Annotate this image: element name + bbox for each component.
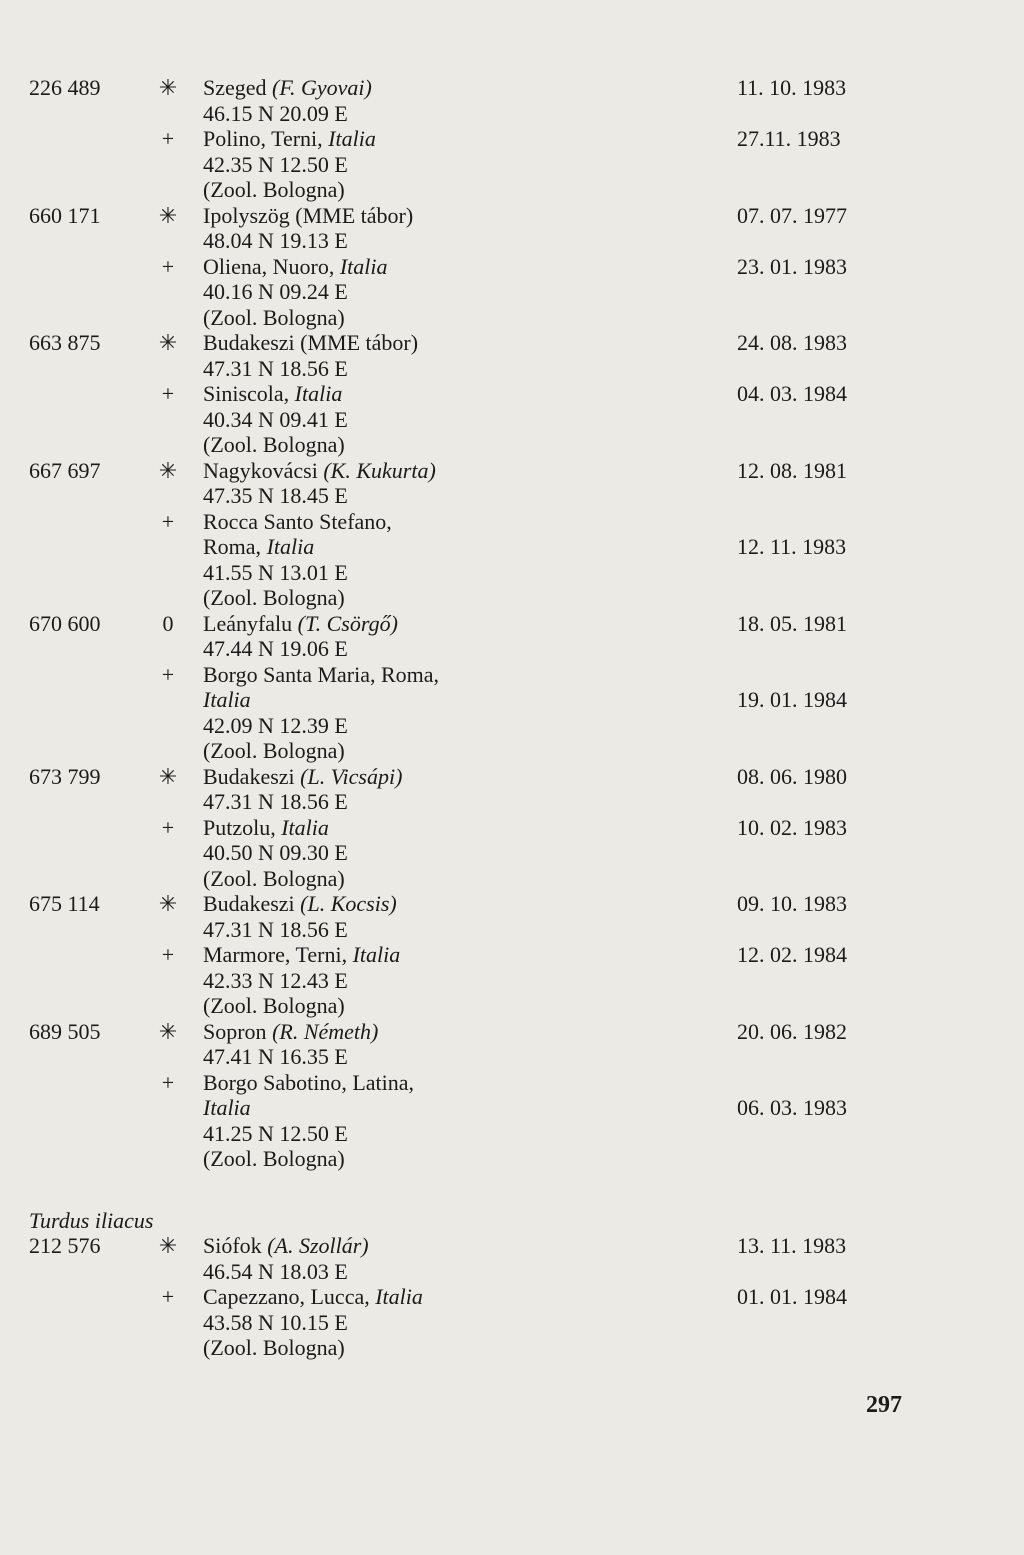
entry-line (0, 1233, 1024, 1259)
location-plain: 47.31 N 18.56 E (203, 789, 348, 814)
location-italic: Italia (266, 534, 315, 559)
location-text (203, 330, 418, 356)
location-text (203, 738, 345, 764)
ring-number: 675 114 (29, 891, 100, 916)
record-date: 11. 10. 1983 (737, 75, 847, 100)
location-text (203, 101, 348, 127)
location-plain: Ipolyszög (MME tábor) (203, 202, 414, 228)
entry-line (0, 534, 1024, 560)
record-symbol: ✳ (158, 1018, 178, 1044)
record-symbol: + (161, 942, 175, 967)
entry-line (0, 279, 1024, 305)
entry-line (0, 1335, 1024, 1361)
entry-line (0, 840, 1024, 866)
record-date: 23. 01. 1983 (737, 253, 847, 279)
record-date: 06. 03. 1983 (737, 1095, 847, 1120)
location-plain: 41.25 N 12.50 E (203, 1120, 348, 1146)
location-plain: 42.35 N 12.50 E (203, 151, 348, 177)
location-text (203, 152, 348, 178)
location-text (203, 815, 329, 841)
entry-line (0, 1044, 1024, 1070)
ring-number: 673 799 (29, 763, 101, 789)
location-text (203, 203, 413, 229)
location-plain: 43.58 N 10.15 E (203, 1309, 348, 1335)
location-plain: Szeged (203, 75, 273, 100)
record-date: 13. 11. 1983 (737, 1233, 847, 1258)
location-text (203, 381, 342, 407)
location-plain: (Zool. Bologna) (203, 993, 345, 1018)
entry-line (0, 483, 1024, 509)
record-symbol: ✳ (158, 1233, 178, 1258)
location-plain: (Zool. Bologna) (203, 1335, 345, 1360)
entry-line (0, 1284, 1024, 1310)
location-plain: Budakeszi (MME tábor) (203, 330, 419, 355)
location-plain: Borgo Santa Maria, Roma, (203, 661, 440, 687)
location-plain: (Zool. Bologna) (203, 304, 345, 330)
entry-line (0, 1070, 1024, 1096)
location-text (203, 993, 345, 1019)
location-text (203, 891, 397, 917)
location-text (203, 432, 345, 458)
location-text (203, 662, 439, 688)
ring-number: 660 171 (29, 202, 101, 228)
location-text (203, 1044, 348, 1070)
entry-line (0, 942, 1024, 968)
location-italic: Italia (339, 253, 388, 279)
location-italic: Italia (352, 942, 401, 967)
entry-line (0, 101, 1024, 127)
location-plain: Polino, Terni, (203, 126, 329, 151)
record-date: 24. 08. 1983 (737, 330, 847, 355)
location-text (203, 1019, 378, 1045)
location-plain: 42.33 N 12.43 E (203, 967, 348, 993)
entry-line (0, 1121, 1024, 1147)
record-date: 27.11. 1983 (737, 126, 841, 151)
ring-number: 667 697 (29, 457, 101, 483)
location-plain: Putzolu, (203, 814, 282, 840)
record-date: 19. 01. 1984 (737, 687, 847, 712)
ring-number: 689 505 (29, 1018, 101, 1044)
location-text (203, 1146, 345, 1172)
location-plain: Borgo Sabotino, Latina, (203, 1069, 415, 1095)
record-date: 09. 10. 1983 (737, 891, 847, 916)
location-text (203, 1233, 369, 1259)
location-plain: Capezzano, Lucca, (203, 1284, 376, 1309)
record-symbol: ✳ (158, 202, 178, 228)
location-plain: 47.31 N 18.56 E (203, 916, 348, 942)
record-date: 20. 06. 1982 (737, 1018, 847, 1044)
entry-line (0, 815, 1024, 841)
location-text (203, 764, 402, 790)
location-plain: (Zool. Bologna) (203, 1146, 345, 1171)
location-text (203, 585, 345, 611)
location-text (203, 713, 348, 739)
location-plain: 47.35 N 18.45 E (203, 483, 348, 508)
location-text (203, 305, 345, 331)
record-date: 10. 02. 1983 (737, 814, 847, 840)
location-plain: Sopron (203, 1018, 273, 1044)
record-date: 12. 08. 1981 (737, 457, 847, 483)
location-plain: 42.09 N 12.39 E (203, 712, 348, 738)
location-plain: 40.50 N 09.30 E (203, 840, 348, 865)
record-date: 01. 01. 1984 (737, 1284, 847, 1309)
location-text (203, 483, 348, 509)
location-text (203, 1121, 348, 1147)
entry-line (0, 381, 1024, 407)
location-text (203, 611, 398, 637)
location-italic: Italia (281, 814, 329, 840)
ring-number: 670 600 (29, 610, 101, 636)
record-date: 07. 07. 1977 (737, 202, 847, 228)
location-plain: Rocca Santo Stefano, (203, 508, 392, 534)
location-text (203, 840, 348, 866)
record-symbol: ✳ (158, 457, 178, 483)
location-plain: Marmore, Terni, (203, 942, 353, 967)
location-text (203, 177, 345, 203)
entry-line (0, 1310, 1024, 1336)
entry-line (0, 585, 1024, 611)
location-plain: 46.54 N 18.03 E (203, 1258, 348, 1284)
location-text (203, 1070, 414, 1096)
entry-line (0, 560, 1024, 586)
location-text (203, 1310, 348, 1336)
location-text (203, 1095, 251, 1121)
record-date: 12. 11. 1983 (737, 534, 847, 559)
location-text (203, 789, 348, 815)
entry-line (0, 126, 1024, 152)
location-text (203, 75, 372, 101)
entry-line (0, 789, 1024, 815)
location-italic: (T. Csörgő) (297, 610, 398, 636)
entry-line (0, 330, 1024, 356)
ring-number: 226 489 (29, 75, 101, 100)
entry-line (0, 254, 1024, 280)
entry-line (0, 993, 1024, 1019)
entry-line (0, 1146, 1024, 1172)
location-italic: (A. Szollár) (267, 1233, 369, 1258)
location-plain: 47.31 N 18.56 E (203, 355, 348, 381)
entry-line (0, 305, 1024, 331)
location-text (203, 254, 388, 280)
entry-line (0, 458, 1024, 484)
location-italic: (K. Kukurta) (323, 457, 436, 483)
entry-line (0, 611, 1024, 637)
location-italic: Italia (375, 1284, 423, 1309)
location-text (203, 942, 400, 968)
record-symbol: ✳ (158, 891, 178, 916)
entry-line (0, 738, 1024, 764)
record-symbol: + (161, 1069, 175, 1095)
record-symbol: + (161, 253, 175, 279)
location-italic: (L. Kocsis) (300, 891, 397, 916)
record-symbol: + (161, 814, 175, 840)
location-italic: Italia (294, 381, 343, 406)
record-symbol: ✳ (158, 330, 178, 355)
location-italic: (L. Vicsápi) (300, 763, 403, 789)
location-italic: (F. Gyovai) (272, 75, 372, 100)
location-text (203, 636, 348, 662)
ring-number: 212 576 (29, 1233, 101, 1258)
location-plain: 40.34 N 09.41 E (203, 406, 348, 432)
entry-line (0, 891, 1024, 917)
location-text (203, 458, 436, 484)
location-text (203, 968, 348, 994)
location-text (203, 866, 345, 892)
entry-line (0, 687, 1024, 713)
location-text (203, 509, 392, 535)
record-date: 08. 06. 1980 (737, 763, 847, 789)
location-plain: (Zool. Bologna) (203, 865, 345, 891)
entry-line (0, 432, 1024, 458)
entry-line (0, 407, 1024, 433)
location-plain: Siófok (203, 1233, 268, 1258)
entry-line (0, 1019, 1024, 1045)
entry-line (0, 75, 1024, 101)
location-italic: (R. Németh) (272, 1018, 379, 1044)
entry-line (0, 228, 1024, 254)
location-plain: 48.04 N 19.13 E (203, 228, 348, 253)
location-plain: (Zool. Bologna) (203, 177, 345, 202)
location-plain: 47.41 N 16.35 E (203, 1044, 348, 1069)
record-date: 12. 02. 1984 (737, 942, 847, 967)
location-plain: Budakeszi (203, 763, 301, 789)
page-number: 297 (866, 1392, 902, 1418)
location-italic: Italia (203, 687, 251, 712)
entry-line (0, 509, 1024, 535)
location-plain: Nagykovácsi (203, 457, 324, 483)
location-text (203, 228, 348, 254)
location-text (203, 687, 251, 713)
location-plain: Budakeszi (203, 891, 301, 916)
location-text (203, 1259, 348, 1285)
record-symbol: + (161, 508, 175, 534)
entry-line (0, 968, 1024, 994)
location-plain: (Zool. Bologna) (203, 585, 345, 610)
ring-number: 663 875 (29, 330, 101, 355)
location-plain: 46.15 N 20.09 E (203, 100, 348, 126)
location-plain: Roma, (203, 534, 267, 559)
entry-line (0, 713, 1024, 739)
entry-line (0, 764, 1024, 790)
location-plain: 41.55 N 13.01 E (203, 559, 348, 585)
location-italic: Italia (203, 1095, 251, 1120)
location-text (203, 279, 348, 305)
location-text (203, 1284, 423, 1310)
location-text (203, 407, 348, 433)
entry-line (0, 356, 1024, 382)
location-plain: Siniscola, (203, 381, 295, 406)
entry-line (0, 866, 1024, 892)
entry-line (0, 917, 1024, 943)
record-date: 18. 05. 1981 (737, 610, 847, 636)
record-date: 04. 03. 1984 (737, 381, 847, 406)
entry-line (0, 203, 1024, 229)
location-plain: Oliena, Nuoro, (203, 253, 340, 279)
species-heading: Turdus iliacus (29, 1208, 154, 1233)
location-plain: (Zool. Bologna) (203, 432, 345, 457)
location-plain: Leányfalu (203, 610, 298, 636)
record-symbol: + (161, 381, 175, 406)
location-text (203, 1335, 345, 1361)
record-symbol: ✳ (158, 763, 178, 789)
location-italic: Italia (328, 126, 376, 151)
location-plain: 40.16 N 09.24 E (203, 279, 348, 304)
location-text (203, 126, 376, 152)
entry-line (0, 1095, 1024, 1121)
record-symbol: + (161, 126, 175, 151)
record-symbol: ✳ (158, 75, 178, 100)
entry-line (0, 177, 1024, 203)
record-symbol: 0 (162, 610, 174, 636)
entry-line (0, 636, 1024, 662)
record-symbol: + (161, 661, 175, 687)
location-plain: (Zool. Bologna) (203, 738, 345, 763)
location-plain: 47.44 N 19.06 E (203, 636, 348, 661)
location-text (203, 560, 348, 586)
location-text (203, 356, 348, 382)
entry-line (0, 152, 1024, 178)
location-text (203, 534, 314, 560)
entry-line (0, 662, 1024, 688)
record-symbol: + (161, 1284, 175, 1309)
entry-line (0, 1259, 1024, 1285)
location-text (203, 917, 348, 943)
